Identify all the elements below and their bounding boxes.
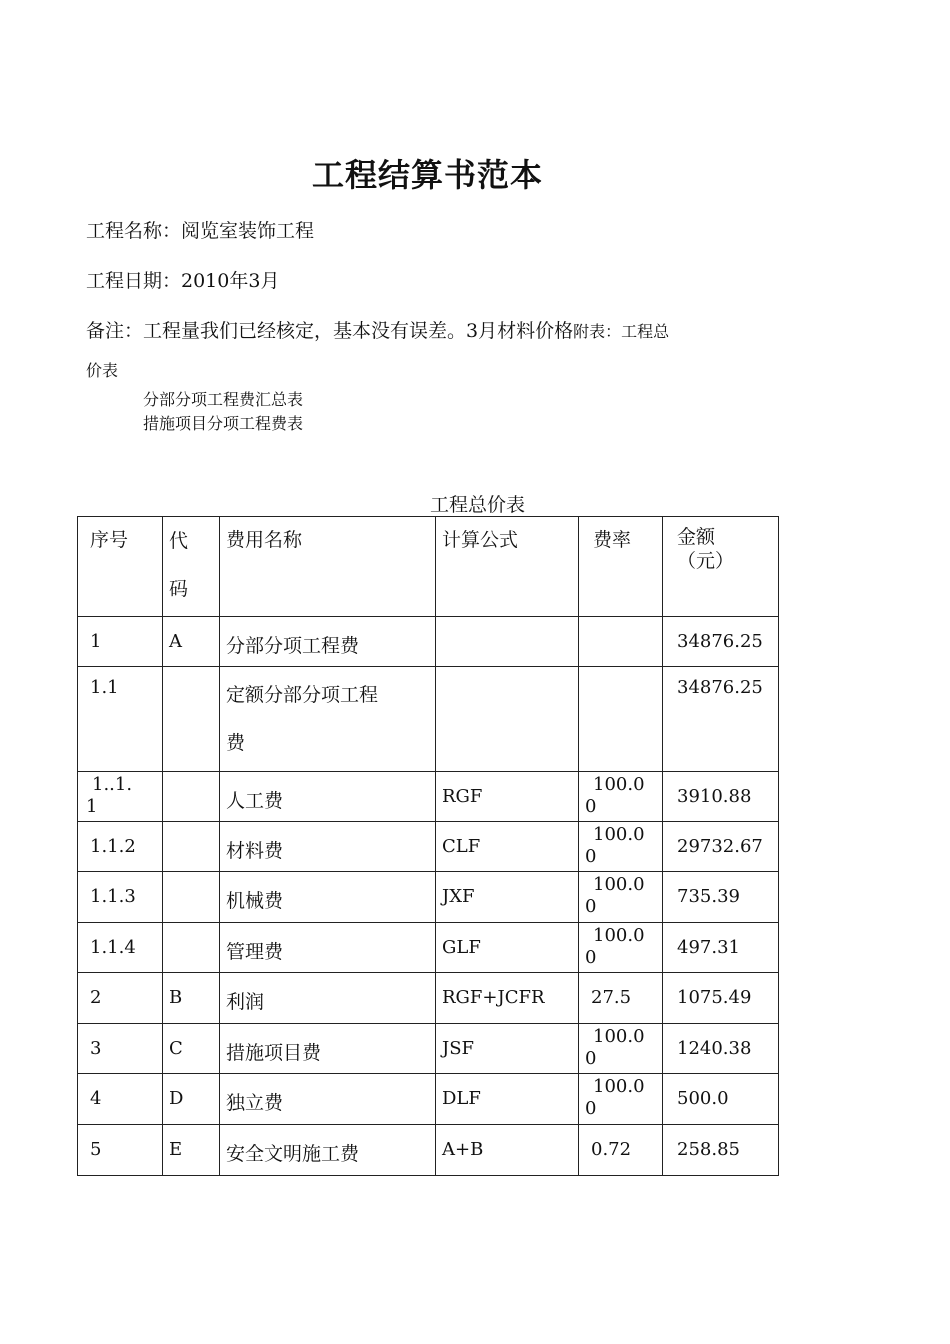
cell-seq-line: 1..1. [92, 774, 133, 795]
cell-name: 机械费 [220, 872, 436, 923]
cell-seq: 1.1 [78, 667, 163, 772]
remark-main: 备注：工程量我们已经核定，基本没有误差。3月材料价格 [86, 320, 574, 342]
project-date: 工程日期：2010年3月 [86, 270, 280, 292]
table-row [78, 872, 779, 923]
cell-seq: 1 [78, 617, 163, 667]
cell-formula: DLF [436, 1074, 579, 1125]
cell-seq: 3 [78, 1024, 163, 1074]
cell-seq: 2 [78, 973, 163, 1024]
cell-amount: 29732.67 [663, 822, 779, 872]
table-row [78, 822, 779, 872]
cell-seq: 4 [78, 1074, 163, 1125]
cell-rate-line: 100.0 [593, 824, 645, 845]
cell-rate-line: 0 [585, 1098, 597, 1119]
cell-name: 人工费 [220, 772, 436, 822]
cell-code: E [163, 1125, 220, 1176]
cell-rate-line: 0 [585, 1048, 597, 1069]
cell-amount: 1075.49 [663, 973, 779, 1024]
cell-amount: 34876.25 [663, 617, 779, 667]
cell-formula: A+B [436, 1125, 579, 1176]
cell-rate-line: 100.0 [593, 874, 645, 895]
project-name: 工程名称：阅览室装饰工程 [86, 220, 315, 242]
table-row [78, 923, 779, 973]
cell-code: B [163, 973, 220, 1024]
table-header-row [78, 517, 779, 617]
cell-rate: 27.5 [579, 973, 663, 1024]
cell-amount: 1240.38 [663, 1024, 779, 1074]
cell-formula: RGF [436, 772, 579, 822]
header-code-line: 码 [169, 578, 189, 600]
cell-name-line: 费 [226, 732, 246, 754]
cell-name-line: 定额分部分项工程 [226, 684, 379, 706]
cell-formula: RGF+JCFR [436, 973, 579, 1024]
document-title: 工程结算书范本 [311, 156, 543, 194]
cell-code [163, 772, 220, 822]
cell-formula [436, 617, 579, 667]
cell-code [163, 667, 220, 772]
cell-name: 措施项目费 [220, 1024, 436, 1074]
cell-rate-line: 0 [585, 947, 597, 968]
cell-rate [579, 872, 663, 923]
cell-code: D [163, 1074, 220, 1125]
header-amount [663, 517, 779, 617]
header-code-line: 代 [169, 530, 189, 552]
cell-name: 分部分项工程费 [220, 617, 436, 667]
cell-amount: 34876.25 [663, 667, 779, 772]
cell-rate-line: 0 [585, 896, 597, 917]
cell-rate [579, 617, 663, 667]
table-row [78, 1024, 779, 1074]
cell-amount: 3910.88 [663, 772, 779, 822]
cell-rate [579, 772, 663, 822]
cell-seq: 5 [78, 1125, 163, 1176]
cell-amount: 500.0 [663, 1074, 779, 1125]
remark-tail: 价表 [86, 361, 119, 380]
cell-name: 安全文明施工费 [220, 1125, 436, 1176]
cell-seq: 1.1.4 [78, 923, 163, 973]
table-row [78, 617, 779, 667]
cell-rate-line: 100.0 [593, 1026, 645, 1047]
cell-code [163, 923, 220, 973]
header-seq: 序号 [78, 517, 163, 617]
header-formula: 计算公式 [436, 517, 579, 617]
cell-formula: CLF [436, 822, 579, 872]
header-amount-line: （元） [677, 550, 735, 572]
cell-rate-line: 0 [585, 796, 597, 817]
cell-rate-line: 100.0 [593, 1076, 645, 1097]
remark-attach: 附表：工程总 [573, 322, 670, 341]
cell-seq: 1.1.2 [78, 822, 163, 872]
cell-amount: 258.85 [663, 1125, 779, 1176]
cell-name: 管理费 [220, 923, 436, 973]
cell-formula: JSF [436, 1024, 579, 1074]
cell-rate [579, 822, 663, 872]
cell-rate [579, 1074, 663, 1125]
cell-code [163, 872, 220, 923]
cell-code [163, 822, 220, 872]
cell-name [220, 667, 436, 772]
total-price-table [77, 516, 779, 1176]
cell-code: C [163, 1024, 220, 1074]
cell-code: A [163, 617, 220, 667]
cell-amount: 497.31 [663, 923, 779, 973]
header-name: 费用名称 [220, 517, 436, 617]
header-amount-line: 金额 [677, 526, 716, 548]
cell-name: 独立费 [220, 1074, 436, 1125]
cell-seq [78, 772, 163, 822]
cell-rate [579, 667, 663, 772]
header-code [163, 517, 220, 617]
table-row [78, 772, 779, 822]
cell-rate-line: 100.0 [593, 774, 645, 795]
cell-rate-line: 100.0 [593, 925, 645, 946]
table-caption: 工程总价表 [430, 494, 526, 516]
table-row [78, 1074, 779, 1125]
header-rate: 费率 [579, 517, 663, 617]
cell-seq-line: 1 [86, 796, 98, 817]
table-row [78, 667, 779, 772]
cell-formula [436, 667, 579, 772]
remark [86, 316, 669, 343]
cell-rate: 0.72 [579, 1125, 663, 1176]
cell-amount: 735.39 [663, 872, 779, 923]
cell-name: 材料费 [220, 822, 436, 872]
cell-rate-line: 0 [585, 846, 597, 867]
cell-rate [579, 923, 663, 973]
attachment-item: 分部分项工程费汇总表 [143, 390, 304, 409]
attachment-item: 措施项目分项工程费表 [143, 414, 304, 433]
cell-name: 利润 [220, 973, 436, 1024]
table-row [78, 973, 779, 1024]
cell-formula: GLF [436, 923, 579, 973]
cell-seq: 1.1.3 [78, 872, 163, 923]
table-row [78, 1125, 779, 1176]
cell-formula: JXF [436, 872, 579, 923]
cell-rate [579, 1024, 663, 1074]
